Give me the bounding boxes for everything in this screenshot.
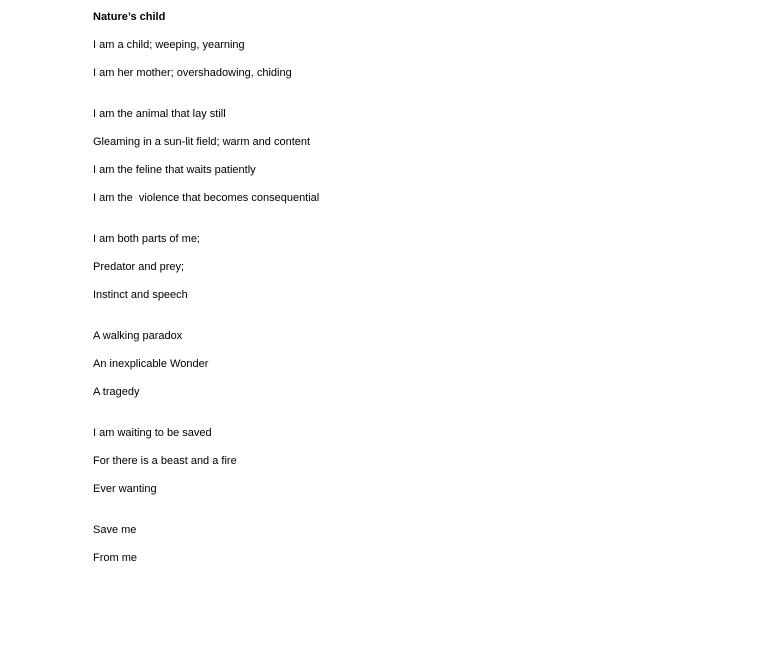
poem-line: I am the violence that becomes consequential [93,192,320,204]
stanza-3 [93,233,753,302]
stanza-5 [93,427,753,496]
poem-line: I am her mother; overshadowing, chiding [93,67,292,79]
poem-line: I am the feline that waits patiently [93,164,256,176]
poem-title: Nature’s child [93,11,166,23]
stanza-2 [93,108,753,205]
stanza-6 [93,524,753,565]
poem-line: A walking paradox [93,330,183,342]
poem-line: I am waiting to be saved [93,427,212,439]
stanza-1 [93,39,753,80]
poem-line: From me [93,552,137,564]
poem-line: I am the animal that lay still [93,108,226,120]
poem-line: An inexplicable Wonder [93,358,209,370]
stanza-4 [93,330,753,399]
poem-line: Instinct and speech [93,289,188,301]
poem-line: Ever wanting [93,483,157,495]
document-page [93,11,753,565]
poem-line: Predator and prey; [93,261,185,273]
poem-line: Gleaming in a sun-lit field; warm and content [93,136,311,148]
poem-line: I am both parts of me; [93,233,200,245]
poem-line: I am a child; weeping, yearning [93,39,245,51]
poem-line: A tragedy [93,386,140,398]
poem-line: For there is a beast and a fire [93,455,237,467]
poem-line: Save me [93,524,137,536]
